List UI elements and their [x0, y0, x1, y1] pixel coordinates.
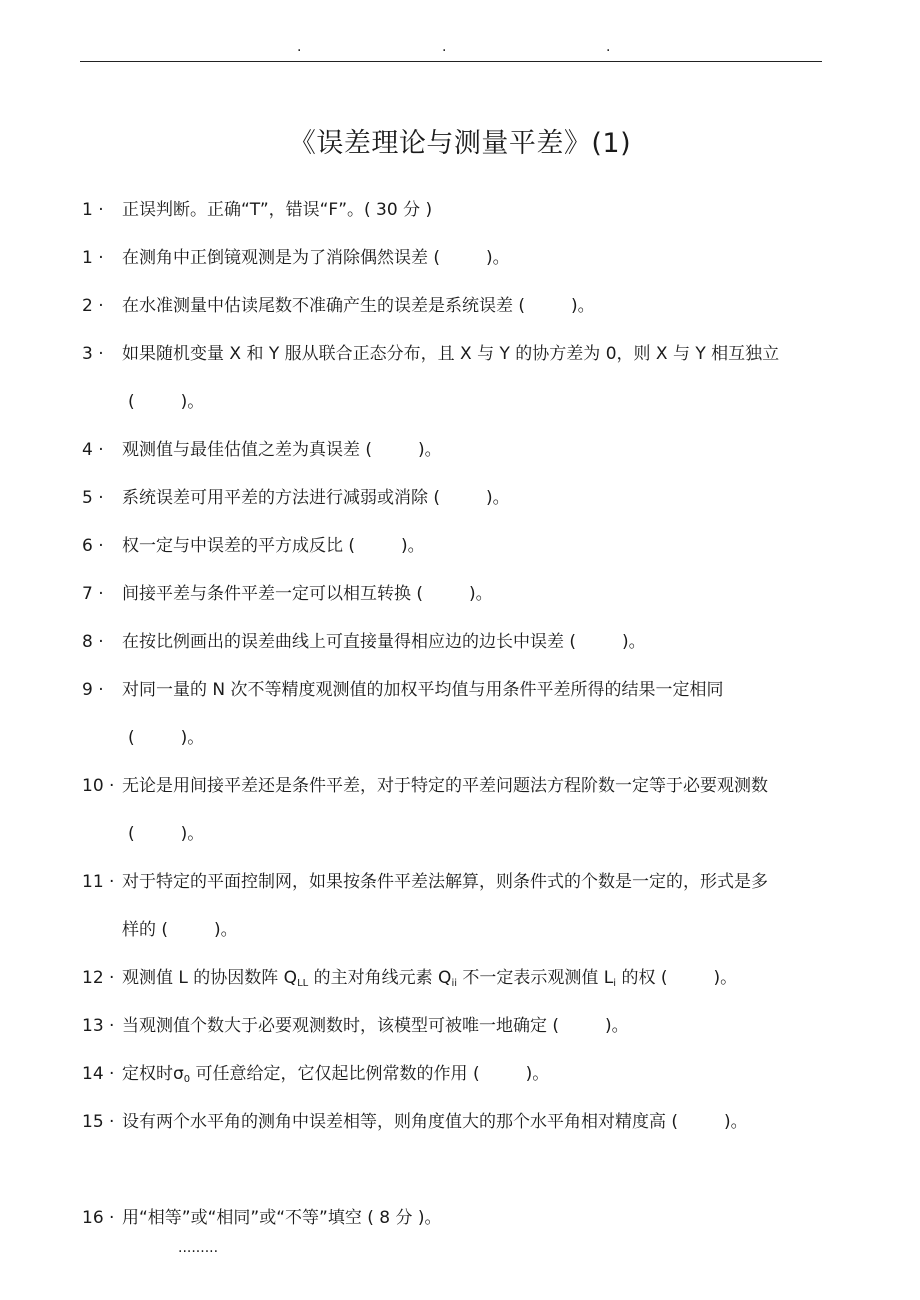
- header-dot: .: [606, 39, 611, 55]
- question-number: 2 ·: [82, 296, 104, 316]
- question-number: 15 ·: [82, 1112, 115, 1132]
- question-number: 5 ·: [82, 488, 104, 508]
- question-text: 间接平差与条件平差一定可以相互转换 ( )。: [122, 584, 493, 604]
- question-continuation: ( )。: [128, 824, 205, 844]
- question-number: 14 ·: [82, 1064, 115, 1084]
- header-dot: .: [442, 39, 447, 55]
- question-text: 在测角中正倒镜观测是为了消除偶然误差 ( )。: [122, 248, 510, 268]
- question-number: 12 ·: [82, 968, 115, 988]
- question-number: 10 ·: [82, 776, 115, 796]
- question-text: 观测值与最佳估值之差为真误差 ( )。: [122, 440, 442, 460]
- question-text: 设有两个水平角的测角中误差相等，则角度值大的那个水平角相对精度高 ( )。: [122, 1112, 748, 1132]
- question-number: 11 ·: [82, 872, 115, 892]
- question-continuation: ( )。: [128, 728, 205, 748]
- question-number: 3 ·: [82, 344, 104, 364]
- question-text: 系统误差可用平差的方法进行减弱或消除 ( )。: [122, 488, 510, 508]
- question-number: 1 ·: [82, 248, 104, 268]
- question-continuation: ( )。: [128, 392, 205, 412]
- header-rule: [80, 61, 822, 62]
- section-heading: 正误判断。正确“T”，错误“F”。( 30 分 ): [122, 200, 433, 220]
- question-text: 定权时$\sigma_0$ 可任意给定，它仅起比例常数的作用 ( )。: [122, 1064, 550, 1085]
- question-text: 观测值 L 的协因数阵 $Q_{LL}$ 的主对角线元素 $Q_{ii}$ 不一定表示观测值 $L_i$ 的权 ( )。: [122, 968, 738, 989]
- document-title: 《误差理论与测量平差》(1): [288, 128, 632, 159]
- section-number: 16 ·: [82, 1208, 115, 1228]
- question-number: 6 ·: [82, 536, 104, 556]
- question-text: 当观测值个数大于必要观测数时，该模型可被唯一地确定 ( )。: [122, 1016, 629, 1036]
- question-text: 无论是用间接平差还是条件平差，对于特定的平差问题法方程阶数一定等于必要观测数: [122, 776, 768, 796]
- question-number: 4 ·: [82, 440, 104, 460]
- question-text: 权一定与中误差的平方成反比 ( )。: [122, 536, 425, 556]
- question-number: 9 ·: [82, 680, 104, 700]
- question-text: 对于特定的平面控制网，如果按条件平差法解算，则条件式的个数是一定的，形式是多: [122, 872, 768, 892]
- header-dots: [0, 40, 920, 60]
- header-dot: .: [297, 39, 302, 55]
- question-number: 8 ·: [82, 632, 104, 652]
- footer-ellipsis: .........: [178, 1240, 219, 1256]
- question-number: 13 ·: [82, 1016, 115, 1036]
- question-text: 在水准测量中估读尾数不准确产生的误差是系统误差 ( )。: [122, 296, 595, 316]
- question-continuation: 样的 ( )。: [122, 920, 238, 940]
- question-text: 在按比例画出的误差曲线上可直接量得相应边的边长中误差 ( )。: [122, 632, 646, 652]
- question-text: 如果随机变量 X 和 Y 服从联合正态分布，且 X 与 Y 的协方差为 0，则 X 与 Y 相互独立: [122, 344, 780, 364]
- section-number: 1 ·: [82, 200, 104, 220]
- question-number: 7 ·: [82, 584, 104, 604]
- section-heading: 用“相等”或“相同”或“不等”填空 ( 8 分 )。: [122, 1208, 442, 1228]
- question-text: 对同一量的 N 次不等精度观测值的加权平均值与用条件平差所得的结果一定相同: [122, 680, 724, 700]
